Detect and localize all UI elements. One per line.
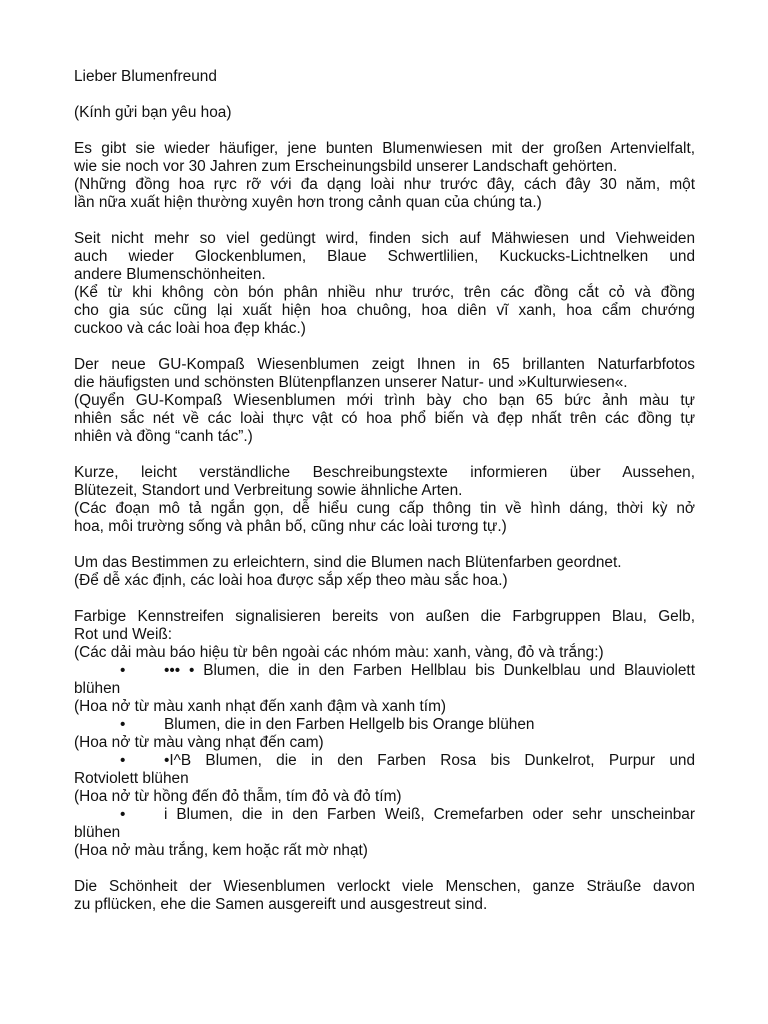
bullet-4-translation: (Hoa nở màu trắng, kem hoặc rất mờ nhạt) xyxy=(74,842,368,859)
greeting-translation xyxy=(74,104,695,122)
p1-line-1: Es gibt sie wieder häufiger, jene bunten Blumenwiesen mit der großen Artenvielfalt, xyxy=(74,140,695,157)
bullet-4-line xyxy=(74,806,695,824)
document-page xyxy=(74,68,695,932)
list-item xyxy=(74,752,695,806)
p6-line-1: Farbige Kennstreifen signalisieren bereits von außen die Farbgruppen Blau, Gelb, xyxy=(74,608,695,625)
bullet-dot-icon: • xyxy=(120,806,126,823)
bullet-3-continuation: Rotviolett blühen xyxy=(74,770,189,787)
paragraph-7 xyxy=(74,878,695,914)
bullet-dot-icon: • xyxy=(120,662,126,679)
paragraph-3 xyxy=(74,356,695,446)
paragraph-4 xyxy=(74,464,695,536)
p2-line-4: (Kể từ khi không còn bón phân nhiều như trước, trên các đồng cắt cỏ và đồng xyxy=(74,284,695,301)
p4-line-2: Blütezeit, Standort und Verbreitung sowie ähnliche Arten. xyxy=(74,482,463,499)
p3-line-3: (Quyển GU-Kompaß Wiesenblumen mới trình bày cho bạn 65 bức ảnh màu tự xyxy=(74,392,695,409)
p1-line-2: wie sie noch vor 30 Jahren zum Erscheinungsbild unserer Landschaft gehörten. xyxy=(74,158,618,175)
list-item xyxy=(74,806,695,860)
p3-line-1: Der neue GU-Kompaß Wiesenblumen zeigt Ihnen in 65 brillanten Naturfarbfotos xyxy=(74,356,695,373)
p3-line-2: die häufigsten und schönsten Blütenpflanzen unserer Natur- und »Kulturwiesen«. xyxy=(74,374,628,391)
bullet-1-text: ••• • Blumen, die in den Farben Hellblau bis Dunkelblau und Blauviolett xyxy=(164,662,695,679)
list-item xyxy=(74,716,695,752)
greeting-de: Lieber Blumenfreund xyxy=(74,68,217,85)
p2-line-2: auch wieder Glockenblumen, Blaue Schwertlilien, Kuckucks-Lichtnelken und xyxy=(74,248,695,265)
p1-line-4: lần nữa xuất hiện thường xuyên hơn trong cảnh quan của chúng ta.) xyxy=(74,194,542,211)
p2-line-5: cho gia súc cũng lại xuất hiện hoa chuông, hoa diên vĩ xanh, hoa cẩm chướng xyxy=(74,302,695,319)
bullet-4-continuation: blühen xyxy=(74,824,121,841)
greeting-vi: (Kính gửi bạn yêu hoa) xyxy=(74,104,232,121)
bullet-1-continuation: blühen xyxy=(74,680,121,697)
p7-line-2: zu pflücken, ehe die Samen ausgereift und ausgestreut sind. xyxy=(74,896,488,913)
paragraph-5 xyxy=(74,554,695,590)
bullet-2-line xyxy=(74,716,695,734)
list-item xyxy=(74,662,695,716)
p1-line-3: (Những đồng hoa rực rỡ với đa dạng loài như trước đây, cách đây 30 năm, một xyxy=(74,176,695,193)
bullet-3-text: •I^B Blumen, die in den Farben Rosa bis Dunkelrot, Purpur und xyxy=(164,752,695,769)
p6-line-2: Rot und Weiß: xyxy=(74,626,173,643)
p4-line-1: Kurze, leicht verständliche Beschreibungstexte informieren über Aussehen, xyxy=(74,464,695,481)
bullet-1-translation: (Hoa nở từ màu xanh nhạt đến xanh đậm và xanh tím) xyxy=(74,698,447,715)
bullet-4-text: i Blumen, die in den Farben Weiß, Cremefarben oder sehr unscheinbar xyxy=(164,806,695,823)
p2-line-6: cuckoo và các loài hoa đẹp khác.) xyxy=(74,320,306,337)
paragraph-2 xyxy=(74,230,695,338)
greeting xyxy=(74,68,695,86)
bullet-1-line xyxy=(74,662,695,680)
p6-line-3: (Các dải màu báo hiệu từ bên ngoài các nhóm màu: xanh, vàng, đỏ và trắng:) xyxy=(74,644,604,661)
bullet-list xyxy=(74,662,695,860)
bullet-3-line xyxy=(74,752,695,770)
p5-line-1: Um das Bestimmen zu erleichtern, sind die Blumen nach Blütenfarben geordnet. xyxy=(74,554,622,571)
bullet-2-text: Blumen, die in den Farben Hellgelb bis Orange blühen xyxy=(164,716,535,733)
bullet-2-translation: (Hoa nở từ màu vàng nhạt đến cam) xyxy=(74,734,324,751)
bullet-3-translation: (Hoa nở từ hồng đến đỏ thẫm, tím đỏ và đỏ tím) xyxy=(74,788,402,805)
bullet-dot-icon: • xyxy=(120,716,126,733)
bullet-dot-icon: • xyxy=(120,752,126,769)
p2-line-3: andere Blumenschönheiten. xyxy=(74,266,266,283)
p3-line-4: nhiên sắc nét về các loài thực vật có hoa phổ biến và đẹp nhất trên các đồng tự xyxy=(74,410,695,427)
p5-line-2: (Để dễ xác định, các loài hoa được sắp xếp theo màu sắc hoa.) xyxy=(74,572,508,589)
p3-line-5: nhiên và đồng “canh tác”.) xyxy=(74,428,253,445)
p4-line-3: (Các đoạn mô tả ngắn gọn, dễ hiểu cung cấp thông tin về hình dáng, thời kỳ nở xyxy=(74,500,695,517)
p7-line-1: Die Schönheit der Wiesenblumen verlockt viele Menschen, ganze Sträuße davon xyxy=(74,878,695,895)
p4-line-4: hoa, môi trường sống và phân bố, cũng như các loài tương tự.) xyxy=(74,518,507,535)
paragraph-6-color-groups xyxy=(74,608,695,860)
paragraph-1 xyxy=(74,140,695,212)
p2-line-1: Seit nicht mehr so viel gedüngt wird, finden sich auf Mähwiesen und Viehweiden xyxy=(74,230,695,247)
